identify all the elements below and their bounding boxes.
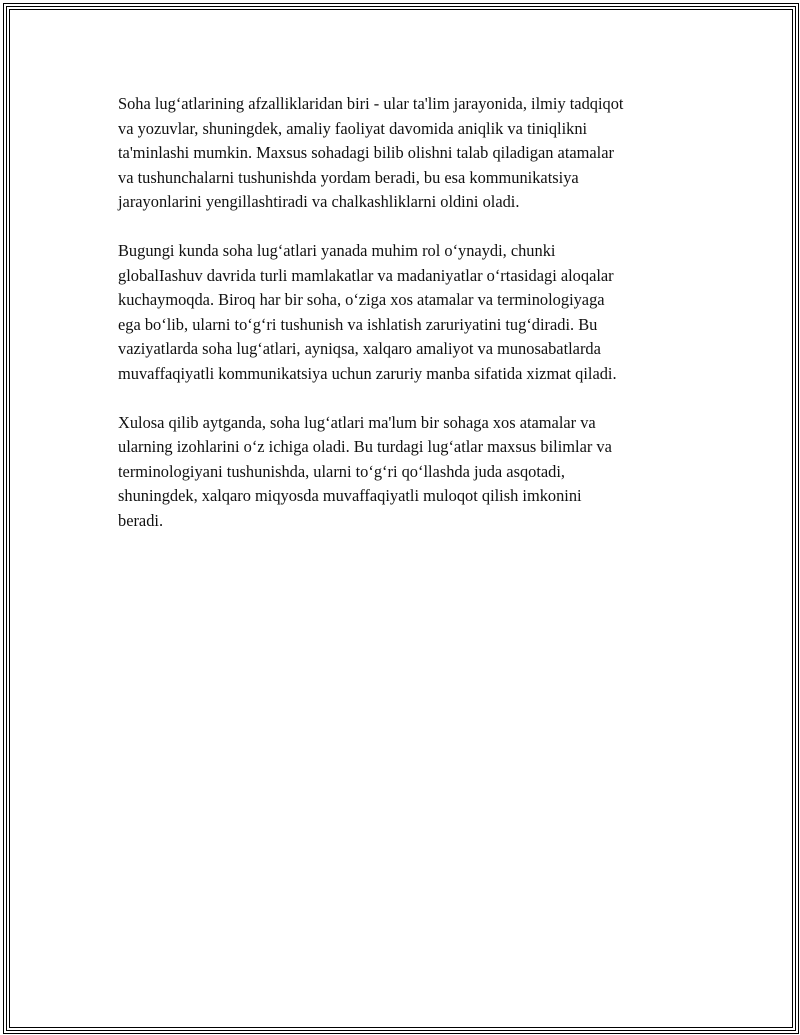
document-body (118, 92, 693, 558)
paragraph-3: Xulosa qilib aytganda, soha lugʻatlari ma'lum bir sohaga xos atamalar va ularning izohlarini oʻz ichiga oladi. Bu turdagi lugʻatlar maxsus bilimlar va terminologiyani tushunishda, ularni toʻgʻri qoʻllashda juda asqotadi, shuningdek, xalqaro miqyosda muvaffaqiyatli muloqot qilish imkonini beradi. (118, 412, 612, 530)
paragraph-1: Soha lugʻatlarining afzalliklaridan biri - ular ta'lim jarayonida, ilmiy tadqiqot va yozuvlar, shuningdek, amaliy faoliyat davomida aniqlik va tiniqlikni ta'minlashi mumkin. Maxsus sohadagi bilib olishni talab qiladigan atamalar va tushunchalarni tushunishda yordam beradi, bu esa kommunikatsiya jarayonlarini yengillashtiradi va chalkashliklarni oldini oladi. (118, 94, 624, 211)
paragraph-2: Bugungi kunda soha lugʻatlari yanada muhim rol oʻynaydi, chunki globalIashuv davrida turli mamlakatlar va madaniyatlar oʻrtasidagi aloqalar kuchaymoqda. Biroq har bir soha, oʻziga xos atamalar va terminologiyaga ega boʻlib, ularni toʻgʻri tushunish va ishlatish zaruriyatini tugʻdiradi. Bu vaziyatlarda soha lugʻatlari, ayniqsa, xalqaro amaliyot va munosabatlarda muvaffaqiyatli kommunikatsiya uchun zaruriy manba sifatida xizmat qiladi. (118, 241, 617, 383)
